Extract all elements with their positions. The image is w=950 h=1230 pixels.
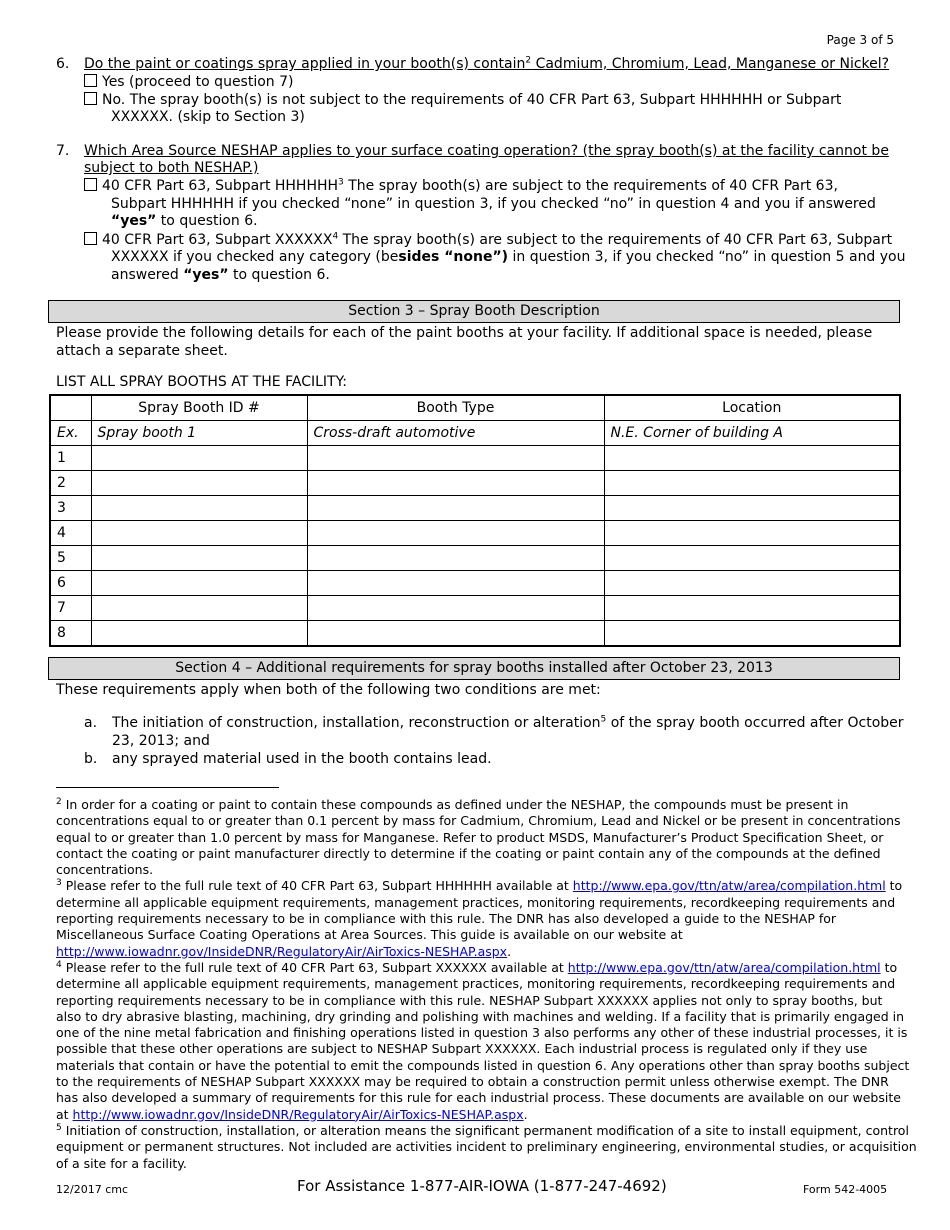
footnote-text: determine all applicable equipment requirements, management practices, monitoring requirements, recordkeeping requirements and	[56, 894, 896, 910]
option-label: No. The spray booth(s) is not subject to the requirements of 40 CFR Part 63, Subpart HHHHHH or Subpart	[102, 92, 842, 108]
footnote-number: 2	[56, 796, 62, 807]
option-text-part: to question 6.	[228, 267, 330, 283]
footnote-text: Please refer to the full rule text of 40 CFR Part 63, Subpart XXXXXX available at	[61, 959, 568, 975]
footnote-text: determine all applicable equipment requirements, management practices, monitoring requirements, recordkeeping requirements and	[56, 976, 896, 992]
footnote-text: .	[507, 943, 512, 959]
question-text-continued: subject to both NESHAP.)	[84, 160, 259, 176]
cell-booth-id[interactable]	[91, 446, 307, 471]
spray-booth-table	[49, 394, 901, 647]
table-row	[50, 571, 900, 596]
section-3-intro-continued: attach a separate sheet.	[56, 343, 228, 359]
footnote-ref: 3	[338, 177, 344, 188]
table-row	[50, 621, 900, 647]
section-4-header: Section 4 – Additional requirements for spray booths installed after October 23, 2013	[48, 657, 900, 680]
condition-text: of the spray booth occurred after October	[606, 715, 904, 731]
cell-location[interactable]	[604, 446, 900, 471]
cell-location: N.E. Corner of building A	[604, 421, 900, 446]
bold-text: “yes”	[183, 267, 229, 283]
footnote-text: In order for a coating or paint to contain these compounds as defined under the NESHAP, the compounds must be present in	[61, 797, 849, 812]
row-label: 2	[50, 471, 91, 496]
cell-location[interactable]	[604, 546, 900, 571]
row-label: 7	[50, 596, 91, 621]
footnote-text: to the requirements of NESHAP Subpart XXXXXX may be required to obtain a construction permit unless otherwise exempt. The DNR	[56, 1074, 889, 1090]
option-text	[111, 249, 906, 267]
table-row	[50, 496, 900, 521]
section-3-intro: Please provide the following details for each of the paint booths at your facility. If additional space is needed, please	[56, 325, 873, 341]
cell-location[interactable]	[604, 596, 900, 621]
row-label: 5	[50, 546, 91, 571]
condition-text: The initiation of construction, installation, reconstruction or alteration	[112, 715, 601, 731]
cell-location[interactable]	[604, 471, 900, 496]
q6-option-yes[interactable]	[84, 74, 293, 92]
condition-b: any sprayed material used in the booth contains lead.	[112, 751, 492, 767]
list-marker: b.	[84, 751, 98, 767]
table-row-example	[50, 421, 900, 446]
footnote-text: possible that these other operations are subject to NESHAP Subpart XXXXXX. Each industrial process is regulated only if they use	[56, 1041, 868, 1057]
table-row	[50, 546, 900, 571]
column-header-booth-type: Booth Type	[307, 395, 604, 421]
footnote-ref: 5	[600, 714, 607, 725]
cell-booth-id[interactable]	[91, 496, 307, 521]
cell-location[interactable]	[604, 571, 900, 596]
table-row	[50, 596, 900, 621]
question-text-part: Cadmium, Chromium, Lead, Manganese or Nickel?	[531, 56, 890, 72]
option-title: 40 CFR Part 63, Subpart XXXXXX	[102, 232, 333, 248]
bold-text: “yes”	[111, 213, 157, 229]
footnote-text: Please refer to the full rule text of 40 CFR Part 63, Subpart HHHHHH available at	[61, 878, 573, 894]
section-4-intro: These requirements apply when both of the following two conditions are met:	[56, 682, 601, 698]
page-number: Page 3 of 5	[826, 33, 894, 47]
row-label: 1	[50, 446, 91, 471]
footnote-text: at	[56, 1106, 73, 1122]
cell-booth-type: Cross-draft automotive	[307, 421, 604, 446]
question-number: 7.	[56, 143, 70, 159]
option-text: The spray booth(s) are subject to the requirements of 40 CFR Part 63,	[343, 178, 838, 194]
footnote-text: one of the nine metal fabrication and finishing operations listed in question 3 also performs any other of these industrial processes, it is	[56, 1025, 908, 1041]
option-text: Subpart HHHHHH if you checked “none” in question 3, if you checked “no” in question 4 and you if answered	[111, 196, 876, 212]
cell-booth-type[interactable]	[307, 471, 604, 496]
cell-booth-id[interactable]	[91, 596, 307, 621]
section-3-header: Section 3 – Spray Booth Description	[48, 300, 900, 323]
footer-form-number: Form 542-4005	[803, 1183, 888, 1196]
option-text-part: answered	[111, 267, 184, 283]
footnote-text: reporting requirements necessary to be in compliance with this rule. The DNR has also developed a guide to the NESHAP for	[56, 911, 837, 927]
cell-booth-id[interactable]	[91, 546, 307, 571]
option-title: 40 CFR Part 63, Subpart HHHHHH	[102, 178, 339, 194]
column-header-index	[50, 395, 91, 421]
option-text	[111, 267, 330, 285]
cell-booth-type[interactable]	[307, 496, 604, 521]
q6-option-no[interactable]	[84, 92, 904, 110]
cell-booth-id[interactable]	[91, 571, 307, 596]
footnote-2	[56, 796, 917, 1172]
option-text: The spray booth(s) are subject to the requirements of 40 CFR Part 63, Subpart	[338, 232, 893, 248]
cell-booth-type[interactable]	[307, 621, 604, 647]
row-label: 3	[50, 496, 91, 521]
footnote-text: equal to or greater than 1.0 percent by mass for Manganese. Refer to product MSDS, Manufacturer’s Product Specification Sheet, or	[56, 829, 884, 845]
condition-a	[112, 715, 904, 733]
option-text-part: in question 3, if you checked “no” in question 5 and you	[508, 249, 906, 265]
footnote-text: Miscellaneous Surface Coating Operations at Area Sources. This guide is available on our website at	[56, 927, 683, 943]
cell-booth-id[interactable]	[91, 521, 307, 546]
footnote-text: to	[880, 959, 898, 975]
footnote-text: also to dry abrasive blasting, machining, dry grinding and polishing with machines and welding. If a facility that is primarily engaged in	[56, 1008, 905, 1024]
row-label: 8	[50, 621, 91, 647]
table-header-row	[50, 395, 900, 421]
option-label: Yes (proceed to question 7)	[102, 74, 294, 90]
footnote-text: of a site for a facility.	[56, 1155, 187, 1171]
option-text-part: to question 6.	[156, 213, 258, 229]
footer-assistance: For Assistance 1-877-AIR-IOWA (1-877-247-4692)	[297, 1177, 667, 1195]
list-marker: a.	[84, 715, 98, 731]
footnote-text: reporting requirements necessary to be in compliance with this rule. NESHAP Subpart XXXXXX applies not only to spray booths, but	[56, 992, 883, 1008]
cell-booth-id[interactable]	[91, 471, 307, 496]
footnote-text: to	[885, 878, 903, 894]
option-label-continued: XXXXXX. (skip to Section 3)	[111, 109, 305, 125]
cell-location[interactable]	[604, 521, 900, 546]
q7-option-hhhhhh[interactable]	[84, 178, 838, 196]
question-number: 6.	[56, 56, 70, 72]
footnote-number: 3	[56, 878, 62, 889]
cell-location[interactable]	[604, 496, 900, 521]
footnote-number: 5	[56, 1122, 62, 1133]
question-text	[84, 56, 889, 74]
footnote-text: materials that contain or have the potential to emit the compounds listed in question 6. Any operations other than spray booths subject	[56, 1057, 910, 1073]
cell-booth-type[interactable]	[307, 546, 604, 571]
cell-booth-type[interactable]	[307, 521, 604, 546]
footnote-text: equipment or permanent structures. Not included are activities incident to preliminary engineering, environmental studies, or acquisition	[56, 1139, 917, 1155]
checkbox-no[interactable]	[84, 92, 97, 105]
condition-text-continued: 23, 2013; and	[112, 733, 210, 749]
option-text-part: XXXXXX if you checked any category (be	[111, 249, 399, 265]
row-label: 6	[50, 571, 91, 596]
cell-booth-type[interactable]	[307, 446, 604, 471]
column-header-location: Location	[604, 395, 900, 421]
epa-compilation-link[interactable]: http://www.epa.gov/ttn/atw/area/compilation.html	[567, 959, 881, 975]
bold-text: sides “none”)	[398, 249, 509, 265]
table-row	[50, 521, 900, 546]
cell-booth-id: Spray booth 1	[91, 421, 307, 446]
footnote-separator	[56, 787, 279, 788]
iowadnr-neshap-link[interactable]: http://www.iowadnr.gov/InsideDNR/RegulatoryAir/AirToxics-NESHAP.aspx	[72, 1106, 524, 1122]
footnote-text: concentrations.	[56, 862, 154, 878]
footnote-number: 4	[56, 959, 62, 970]
table-row	[50, 471, 900, 496]
row-label: 4	[50, 521, 91, 546]
iowadnr-neshap-link[interactable]: http://www.iowadnr.gov/InsideDNR/RegulatoryAir/AirToxics-NESHAP.aspx	[56, 943, 508, 959]
footnote-ref: 2	[525, 55, 532, 66]
footnote-text: .	[523, 1106, 528, 1122]
footnote-text: contact the coating or paint manufacturer directly to determine if the coating or paint contain any of the compounds at the defined	[56, 845, 881, 861]
checkbox-hhhhhh[interactable]	[84, 178, 97, 191]
checkbox-yes[interactable]	[84, 74, 97, 87]
footnote-ref: 4	[332, 231, 339, 242]
column-header-booth-id: Spray Booth ID #	[91, 395, 307, 421]
q7-option-xxxxxx[interactable]	[84, 232, 892, 250]
cell-booth-type[interactable]	[307, 571, 604, 596]
cell-booth-type[interactable]	[307, 596, 604, 621]
table-row	[50, 446, 900, 471]
option-text	[111, 213, 258, 231]
epa-compilation-link[interactable]: http://www.epa.gov/ttn/atw/area/compilation.html	[572, 878, 886, 894]
footnote-text: concentrations equal to or greater than 0.1 percent by mass for Cadmium, Chromium, Lead and Nickel or be present in concentrations	[56, 813, 901, 829]
question-text: Which Area Source NESHAP applies to your surface coating operation? (the spray booth(s) at the facility cannot be	[84, 143, 889, 159]
footnote-text: has also developed a summary of requirements for this rule for each industrial process. These documents are available on our website	[56, 1090, 901, 1106]
question-text-part: Do the paint or coatings spray applied in your booth(s) contain	[84, 56, 526, 72]
cell-location[interactable]	[604, 621, 900, 647]
checkbox-xxxxxx[interactable]	[84, 232, 97, 245]
footnote-text: Initiation of construction, installation, or alteration means the significant permanent modification of a site to install equipment, control	[61, 1122, 909, 1138]
cell-booth-id[interactable]	[91, 621, 307, 647]
list-label: LIST ALL SPRAY BOOTHS AT THE FACILITY:	[56, 374, 347, 390]
footer-revision: 12/2017 cmc	[56, 1183, 129, 1196]
row-label: Ex.	[50, 421, 91, 446]
